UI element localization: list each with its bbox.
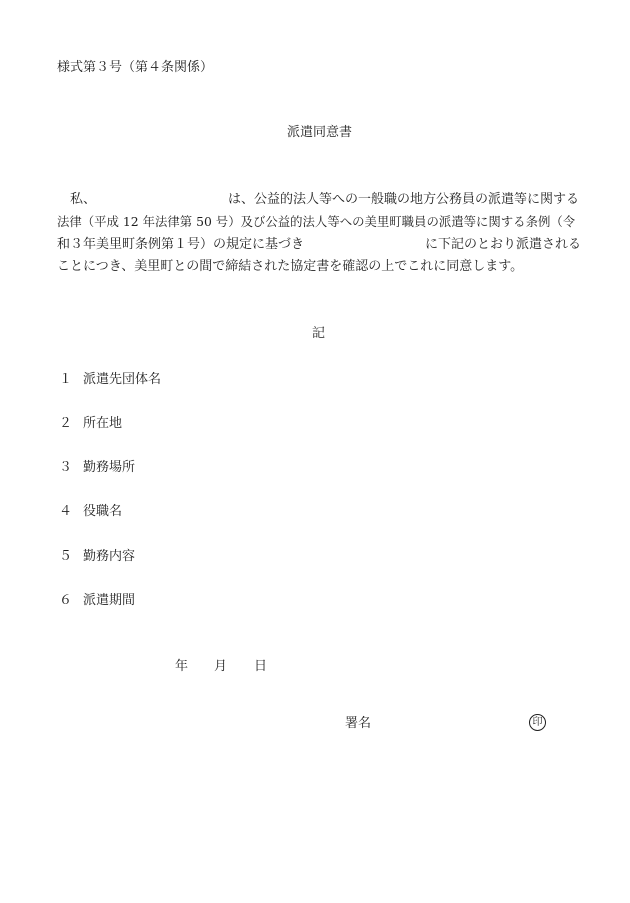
body-line1-prefix: 私、	[70, 192, 97, 207]
item-number: ４	[59, 504, 73, 519]
list-item	[59, 460, 259, 476]
list-item	[59, 372, 259, 388]
item-number: ３	[59, 460, 73, 475]
date-month-label: 月	[214, 659, 228, 674]
list-item	[59, 593, 259, 609]
form-number: 様式第３号（第４条関係）	[57, 60, 214, 75]
item-label: 派遣期間	[83, 593, 136, 608]
item-label: 所在地	[83, 416, 123, 431]
list-item	[59, 416, 259, 432]
body-line3-prefix: 和３年美里町条例第１号）の規定に基づき	[57, 237, 305, 252]
body-line1-suffix: は、公益的法人等への一般職の地方公務員の派遣等に関する	[228, 192, 580, 207]
signature-label: 署名	[345, 716, 372, 731]
item-number: ６	[59, 593, 73, 608]
seal-icon: 印	[529, 714, 546, 731]
body-line3-suffix: に下記のとおり派遣される	[425, 237, 582, 252]
item-label: 勤務内容	[83, 549, 136, 564]
date-blank	[302, 237, 420, 253]
item-label: 役職名	[83, 504, 123, 519]
item-number: １	[59, 372, 73, 387]
body-line2: 法律（平成 12 年法律第 50 号）及び公益的法人等への美里町職員の派遣等に関する条例（令	[57, 214, 576, 229]
date-year-label: 年	[175, 659, 189, 674]
date-day-label: 日	[254, 659, 268, 674]
name-blank	[96, 192, 224, 208]
item-label: 派遣先団体名	[83, 372, 162, 387]
notice-heading: 記	[312, 326, 326, 341]
list-item	[59, 549, 259, 565]
item-label: 勤務場所	[83, 460, 136, 475]
body-line4: ことにつき、美里町との間で締結された協定書を確認の上でこれに同意します。	[57, 259, 524, 274]
list-item	[59, 504, 259, 520]
item-number: ２	[59, 416, 73, 431]
item-number: ５	[59, 549, 73, 564]
signature-blank	[375, 716, 523, 732]
document-title: 派遣同意書	[287, 125, 353, 140]
